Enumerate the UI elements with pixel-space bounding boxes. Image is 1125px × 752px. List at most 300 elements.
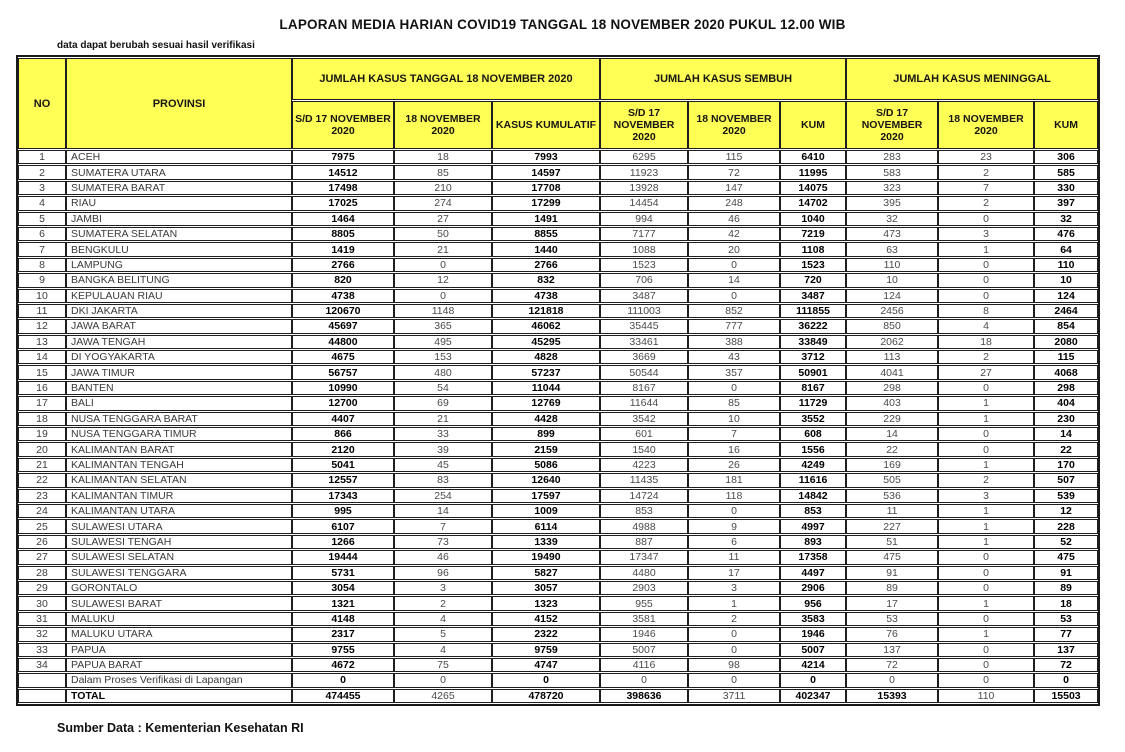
value-cell: 2062 [846, 335, 938, 349]
value-cell: 111855 [780, 304, 846, 318]
value-cell: 298 [1034, 381, 1098, 395]
table-row [18, 566, 1098, 580]
value-cell: 8805 [292, 227, 394, 241]
value-cell: 110 [1034, 258, 1098, 272]
value-cell: 33 [394, 427, 492, 441]
value-cell: 4407 [292, 412, 394, 426]
value-cell: 1 [938, 242, 1034, 256]
value-cell: 8167 [780, 381, 846, 395]
value-cell: 853 [600, 504, 688, 518]
value-cell: 0 [938, 643, 1034, 657]
province-cell: JAWA BARAT [66, 319, 292, 333]
value-cell: 474455 [292, 689, 394, 703]
table-row [18, 258, 1098, 272]
value-cell: 16 [688, 442, 780, 456]
value-cell: 5827 [492, 566, 600, 580]
value-cell: 2120 [292, 442, 394, 456]
value-cell: 42 [688, 227, 780, 241]
value-cell: 20 [688, 242, 780, 256]
value-cell: 4265 [394, 689, 492, 703]
value-cell: 110 [846, 258, 938, 272]
value-cell: 9755 [292, 643, 394, 657]
value-cell: 89 [846, 581, 938, 595]
value-cell: 230 [1034, 412, 1098, 426]
total-row [18, 689, 1098, 703]
value-cell: 181 [688, 473, 780, 487]
table-row [18, 381, 1098, 395]
value-cell: 3 [938, 227, 1034, 241]
province-cell: KALIMANTAN UTARA [66, 504, 292, 518]
row-number-cell: 13 [18, 335, 66, 349]
value-cell: 45697 [292, 319, 394, 333]
value-cell: 73 [394, 535, 492, 549]
value-cell: 7 [688, 427, 780, 441]
verification-row [18, 673, 1098, 687]
value-cell: 0 [938, 612, 1034, 626]
province-cell: DI YOGYAKARTA [66, 350, 292, 364]
province-cell: KALIMANTAN BARAT [66, 442, 292, 456]
row-number-cell: 8 [18, 258, 66, 272]
value-cell: 2456 [846, 304, 938, 318]
value-cell: 3487 [780, 289, 846, 303]
value-cell: 111003 [600, 304, 688, 318]
value-cell: 3542 [600, 412, 688, 426]
value-cell: 2766 [292, 258, 394, 272]
row-number-cell: 1 [18, 150, 66, 164]
value-cell: 4068 [1034, 365, 1098, 379]
province-cell: MALUKU UTARA [66, 627, 292, 641]
value-cell: 536 [846, 489, 938, 503]
value-cell: 397 [1034, 196, 1098, 210]
value-cell: 46 [688, 212, 780, 226]
value-cell: 0 [938, 658, 1034, 672]
value-cell: 17347 [600, 550, 688, 564]
value-cell: 1148 [394, 304, 492, 318]
value-cell: 14842 [780, 489, 846, 503]
col-header-kasus-18nov: 18 NOVEMBER 2020 [394, 101, 492, 149]
value-cell: 4428 [492, 412, 600, 426]
value-cell: 403 [846, 396, 938, 410]
value-cell: 3 [688, 581, 780, 595]
value-cell: 6295 [600, 150, 688, 164]
value-cell: 402347 [780, 689, 846, 703]
value-cell: 0 [394, 258, 492, 272]
value-cell: 3581 [600, 612, 688, 626]
value-cell: 56757 [292, 365, 394, 379]
col-header-meninggal-sd17: S/D 17 NOVEMBER 2020 [846, 101, 938, 149]
value-cell: 2 [938, 165, 1034, 179]
table-row [18, 273, 1098, 287]
value-cell: 228 [1034, 519, 1098, 533]
value-cell: 11435 [600, 473, 688, 487]
value-cell: 23 [938, 150, 1034, 164]
value-cell: 18 [938, 335, 1034, 349]
value-cell: 15503 [1034, 689, 1098, 703]
value-cell: 365 [394, 319, 492, 333]
row-number-cell: 17 [18, 396, 66, 410]
value-cell: 11644 [600, 396, 688, 410]
value-cell: 8167 [600, 381, 688, 395]
row-number-cell: 24 [18, 504, 66, 518]
value-cell: 53 [1034, 612, 1098, 626]
value-cell: 1946 [600, 627, 688, 641]
table-row [18, 612, 1098, 626]
value-cell: 33461 [600, 335, 688, 349]
value-cell: 388 [688, 335, 780, 349]
value-cell: 14 [1034, 427, 1098, 441]
table-row [18, 165, 1098, 179]
table-row [18, 596, 1098, 610]
row-number-cell: 14 [18, 350, 66, 364]
value-cell: 72 [688, 165, 780, 179]
value-cell: 0 [394, 673, 492, 687]
row-number-cell: 29 [18, 581, 66, 595]
value-cell: 4828 [492, 350, 600, 364]
province-cell: TOTAL [66, 689, 292, 703]
province-cell: SULAWESI TENGAH [66, 535, 292, 549]
row-number-cell: 32 [18, 627, 66, 641]
value-cell: 2 [688, 612, 780, 626]
province-cell: BANGKA BELITUNG [66, 273, 292, 287]
group-header-kasus: JUMLAH KASUS TANGGAL 18 NOVEMBER 2020 [292, 58, 600, 100]
table-row [18, 427, 1098, 441]
report-title: LAPORAN MEDIA HARIAN COVID19 TANGGAL 18 NOVEMBER 2020 PUKUL 12.00 WIB [279, 17, 846, 32]
value-cell: 539 [1034, 489, 1098, 503]
row-number-cell: 20 [18, 442, 66, 456]
value-cell: 0 [938, 381, 1034, 395]
value-cell: 1946 [780, 627, 846, 641]
value-cell: 11923 [600, 165, 688, 179]
col-header-sembuh-kum: KUM [780, 101, 846, 149]
row-number-cell [18, 673, 66, 687]
value-cell: 7993 [492, 150, 600, 164]
value-cell: 0 [938, 273, 1034, 287]
value-cell: 137 [1034, 643, 1098, 657]
value-cell: 17025 [292, 196, 394, 210]
value-cell: 57237 [492, 365, 600, 379]
value-cell: 404 [1034, 396, 1098, 410]
value-cell: 2903 [600, 581, 688, 595]
value-cell: 0 [600, 673, 688, 687]
value-cell: 39 [394, 442, 492, 456]
value-cell: 478720 [492, 689, 600, 703]
verification-note: data dapat berubah sesuai hasil verifikasi [57, 40, 255, 51]
value-cell: 9 [688, 519, 780, 533]
table-row [18, 550, 1098, 564]
group-header-meninggal: JUMLAH KASUS MENINGGAL [846, 58, 1098, 100]
value-cell: 854 [1034, 319, 1098, 333]
province-cell: JAWA TENGAH [66, 335, 292, 349]
province-cell: RIAU [66, 196, 292, 210]
value-cell: 585 [1034, 165, 1098, 179]
table-row [18, 412, 1098, 426]
province-cell: BALI [66, 396, 292, 410]
value-cell: 4223 [600, 458, 688, 472]
value-cell: 473 [846, 227, 938, 241]
col-header-sembuh-sd17: S/D 17 NOVEMBER 2020 [600, 101, 688, 149]
value-cell: 0 [938, 673, 1034, 687]
row-number-cell: 34 [18, 658, 66, 672]
value-cell: 11616 [780, 473, 846, 487]
value-cell: 10 [688, 412, 780, 426]
value-cell: 85 [688, 396, 780, 410]
value-cell: 0 [846, 673, 938, 687]
value-cell: 9759 [492, 643, 600, 657]
table-row [18, 504, 1098, 518]
value-cell: 12557 [292, 473, 394, 487]
value-cell: 495 [394, 335, 492, 349]
table-row [18, 643, 1098, 657]
value-cell: 8855 [492, 227, 600, 241]
value-cell: 475 [846, 550, 938, 564]
value-cell: 54 [394, 381, 492, 395]
value-cell: 4675 [292, 350, 394, 364]
value-cell: 153 [394, 350, 492, 364]
value-cell: 1108 [780, 242, 846, 256]
value-cell: 4 [938, 319, 1034, 333]
value-cell: 4988 [600, 519, 688, 533]
row-number-cell: 5 [18, 212, 66, 226]
value-cell: 254 [394, 489, 492, 503]
value-cell: 1 [938, 396, 1034, 410]
row-number-cell: 2 [18, 165, 66, 179]
value-cell: 720 [780, 273, 846, 287]
value-cell: 91 [1034, 566, 1098, 580]
row-number-cell: 22 [18, 473, 66, 487]
value-cell: 10990 [292, 381, 394, 395]
row-number-cell: 26 [18, 535, 66, 549]
col-header-no: NO [18, 58, 66, 149]
province-cell: GORONTALO [66, 581, 292, 595]
value-cell: 17498 [292, 181, 394, 195]
value-cell: 4 [394, 612, 492, 626]
province-cell: ACEH [66, 150, 292, 164]
value-cell: 10 [846, 273, 938, 287]
province-cell: KALIMANTAN TENGAH [66, 458, 292, 472]
value-cell: 5731 [292, 566, 394, 580]
value-cell: 11 [688, 550, 780, 564]
value-cell: 11729 [780, 396, 846, 410]
value-cell: 115 [688, 150, 780, 164]
value-cell: 14 [846, 427, 938, 441]
table-row [18, 350, 1098, 364]
value-cell: 3057 [492, 581, 600, 595]
value-cell: 17343 [292, 489, 394, 503]
value-cell: 852 [688, 304, 780, 318]
value-cell: 22 [1034, 442, 1098, 456]
value-cell: 14075 [780, 181, 846, 195]
row-number-cell: 4 [18, 196, 66, 210]
value-cell: 2159 [492, 442, 600, 456]
value-cell: 52 [1034, 535, 1098, 549]
value-cell: 1 [688, 596, 780, 610]
province-cell: SUMATERA UTARA [66, 165, 292, 179]
value-cell: 51 [846, 535, 938, 549]
value-cell: 7 [394, 519, 492, 533]
value-cell: 480 [394, 365, 492, 379]
value-cell: 0 [688, 289, 780, 303]
value-cell: 14 [688, 273, 780, 287]
value-cell: 1440 [492, 242, 600, 256]
value-cell: 6107 [292, 519, 394, 533]
value-cell: 14702 [780, 196, 846, 210]
value-cell: 4738 [292, 289, 394, 303]
value-cell: 77 [1034, 627, 1098, 641]
province-cell: JAWA TIMUR [66, 365, 292, 379]
value-cell: 13928 [600, 181, 688, 195]
province-cell: SULAWESI TENGGARA [66, 566, 292, 580]
table-row [18, 489, 1098, 503]
value-cell: 137 [846, 643, 938, 657]
value-cell: 1523 [600, 258, 688, 272]
value-cell: 113 [846, 350, 938, 364]
value-cell: 0 [938, 550, 1034, 564]
value-cell: 2 [938, 350, 1034, 364]
province-cell: SUMATERA BARAT [66, 181, 292, 195]
value-cell: 17 [846, 596, 938, 610]
province-cell: SULAWESI UTARA [66, 519, 292, 533]
value-cell: 69 [394, 396, 492, 410]
value-cell: 1 [938, 596, 1034, 610]
value-cell: 330 [1034, 181, 1098, 195]
value-cell: 505 [846, 473, 938, 487]
col-header-kasus-kumulatif: KASUS KUMULATIF [492, 101, 600, 149]
value-cell: 4997 [780, 519, 846, 533]
value-cell: 0 [492, 673, 600, 687]
value-cell: 3583 [780, 612, 846, 626]
value-cell: 12 [1034, 504, 1098, 518]
value-cell: 4747 [492, 658, 600, 672]
header-group-row [18, 58, 1098, 100]
value-cell: 0 [780, 673, 846, 687]
value-cell: 507 [1034, 473, 1098, 487]
value-cell: 12700 [292, 396, 394, 410]
value-cell: 1556 [780, 442, 846, 456]
value-cell: 75 [394, 658, 492, 672]
value-cell: 5007 [780, 643, 846, 657]
value-cell: 1 [938, 627, 1034, 641]
value-cell: 46062 [492, 319, 600, 333]
value-cell: 98 [688, 658, 780, 672]
value-cell: 3711 [688, 689, 780, 703]
value-cell: 4116 [600, 658, 688, 672]
col-header-meninggal-kum: KUM [1034, 101, 1098, 149]
value-cell: 89 [1034, 581, 1098, 595]
value-cell: 5086 [492, 458, 600, 472]
value-cell: 475 [1034, 550, 1098, 564]
row-number-cell: 7 [18, 242, 66, 256]
province-cell: BANTEN [66, 381, 292, 395]
value-cell: 5007 [600, 643, 688, 657]
value-cell: 2 [394, 596, 492, 610]
province-cell: SUMATERA SELATAN [66, 227, 292, 241]
value-cell: 2906 [780, 581, 846, 595]
value-cell: 395 [846, 196, 938, 210]
value-cell: 4497 [780, 566, 846, 580]
value-cell: 4148 [292, 612, 394, 626]
value-cell: 1266 [292, 535, 394, 549]
value-cell: 76 [846, 627, 938, 641]
value-cell: 53 [846, 612, 938, 626]
table-row [18, 319, 1098, 333]
value-cell: 35445 [600, 319, 688, 333]
value-cell: 147 [688, 181, 780, 195]
value-cell: 4480 [600, 566, 688, 580]
col-header-kasus-sd17: S/D 17 NOVEMBER 2020 [292, 101, 394, 149]
value-cell: 2 [938, 196, 1034, 210]
value-cell: 850 [846, 319, 938, 333]
value-cell: 118 [688, 489, 780, 503]
row-number-cell: 19 [18, 427, 66, 441]
value-cell: 26 [688, 458, 780, 472]
value-cell: 0 [938, 566, 1034, 580]
value-cell: 608 [780, 427, 846, 441]
value-cell: 10 [1034, 273, 1098, 287]
value-cell: 5041 [292, 458, 394, 472]
col-header-meninggal-18nov: 18 NOVEMBER 2020 [938, 101, 1034, 149]
value-cell: 1088 [600, 242, 688, 256]
value-cell: 6 [688, 535, 780, 549]
row-number-cell [18, 689, 66, 703]
value-cell: 4738 [492, 289, 600, 303]
value-cell: 32 [846, 212, 938, 226]
row-number-cell: 30 [18, 596, 66, 610]
value-cell: 0 [292, 673, 394, 687]
value-cell: 229 [846, 412, 938, 426]
value-cell: 0 [688, 673, 780, 687]
value-cell: 899 [492, 427, 600, 441]
value-cell: 0 [688, 627, 780, 641]
value-cell: 832 [492, 273, 600, 287]
value-cell: 1323 [492, 596, 600, 610]
value-cell: 8 [938, 304, 1034, 318]
table-row [18, 535, 1098, 549]
value-cell: 45295 [492, 335, 600, 349]
table-row [18, 473, 1098, 487]
value-cell: 866 [292, 427, 394, 441]
value-cell: 3669 [600, 350, 688, 364]
value-cell: 33849 [780, 335, 846, 349]
value-cell: 0 [688, 381, 780, 395]
value-cell: 7177 [600, 227, 688, 241]
value-cell: 283 [846, 150, 938, 164]
value-cell: 2322 [492, 627, 600, 641]
value-cell: 853 [780, 504, 846, 518]
value-cell: 7975 [292, 150, 394, 164]
table-row [18, 227, 1098, 241]
value-cell: 21 [394, 412, 492, 426]
row-number-cell: 27 [18, 550, 66, 564]
province-cell: BENGKULU [66, 242, 292, 256]
row-number-cell: 9 [18, 273, 66, 287]
col-header-sembuh-18nov: 18 NOVEMBER 2020 [688, 101, 780, 149]
value-cell: 4152 [492, 612, 600, 626]
value-cell: 1491 [492, 212, 600, 226]
value-cell: 7219 [780, 227, 846, 241]
table-row [18, 196, 1098, 210]
table-row [18, 581, 1098, 595]
province-cell: Dalam Proses Verifikasi di Lapangan [66, 673, 292, 687]
value-cell: 210 [394, 181, 492, 195]
value-cell: 19444 [292, 550, 394, 564]
value-cell: 3712 [780, 350, 846, 364]
value-cell: 44800 [292, 335, 394, 349]
province-cell: KALIMANTAN TIMUR [66, 489, 292, 503]
row-number-cell: 3 [18, 181, 66, 195]
value-cell: 12 [394, 273, 492, 287]
value-cell: 2317 [292, 627, 394, 641]
value-cell: 0 [938, 427, 1034, 441]
